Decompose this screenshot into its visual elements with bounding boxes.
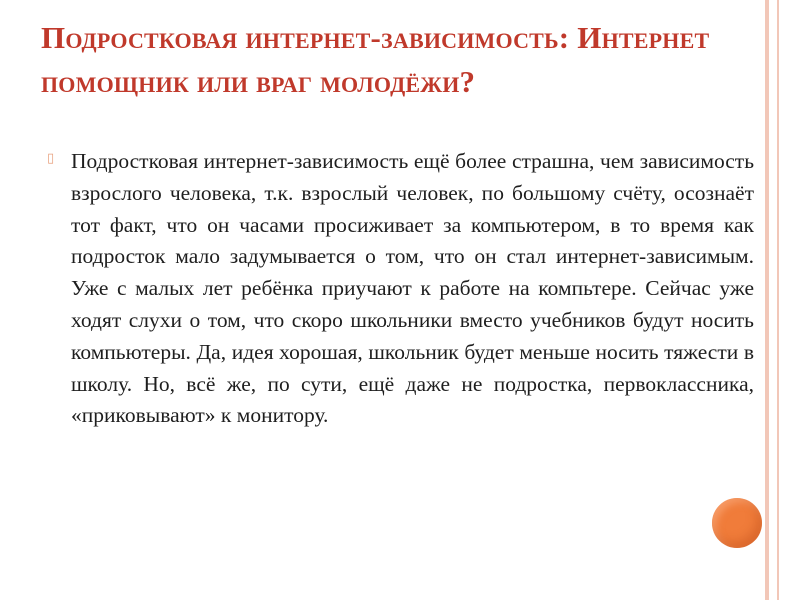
decorative-vertical-rule-thin — [777, 0, 779, 600]
slide-title: Подростковая интернет-зависимость: Интернет помощник или враг молодёжи? — [41, 20, 710, 99]
decorative-circle — [712, 498, 762, 548]
bullet-icon: ▯ — [47, 151, 55, 166]
decorative-vertical-rule — [765, 0, 769, 600]
slide-body-text: Подростковая интернет-зависимость ещё более страшна, чем зависимость взрослого человека, т.к. взрослый человек, по большому счёту, осознаёт тот факт, что он часами просиживает за компьютером, в то время как подросток мало задумывается о том, что он стал интернет-зависимым. Уже с малых лет ребёнка приучают к работе на компьтере. Сейчас уже ходят слухи о том, что скоро школьники вместо учебников будут носить компьютеры. Да, идея хорошая, школьник будет меньше носить тяжести в школу. Но, всё же, по сути, ещё даже не подростка, первоклассника, «приковывают» к монитору. — [71, 149, 754, 428]
